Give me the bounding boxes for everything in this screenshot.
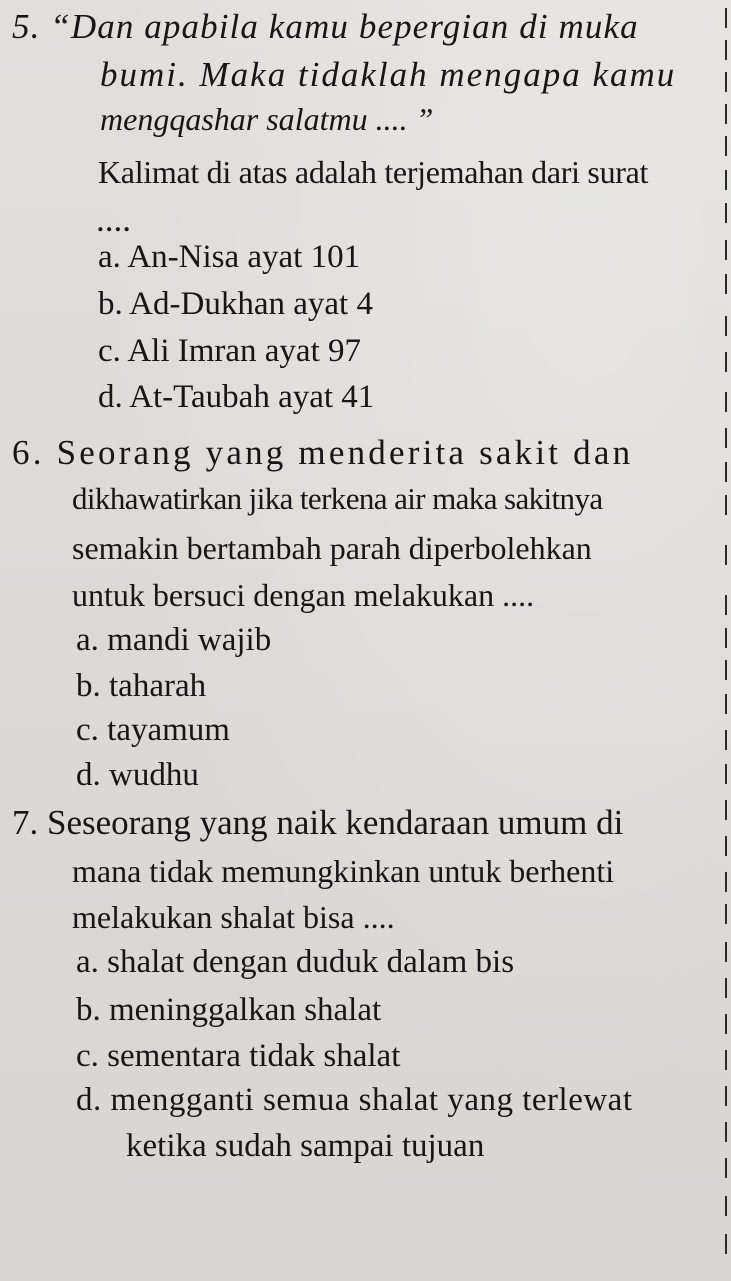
question-6-option-d: d. wudhu <box>76 757 199 793</box>
question-6-option-a: a. mandi wajib <box>76 622 272 658</box>
question-5-text-line-5: .... <box>96 200 131 239</box>
question-6-text-line-3: semakin bertambah parah diperbolehkan <box>72 530 592 566</box>
question-5-option-b: b. Ad-Dukhan ayat 4 <box>98 286 373 322</box>
question-7-option-a: a. shalat dengan duduk dalam bis <box>76 944 515 980</box>
question-7-option-b: b. meninggalkan shalat <box>76 992 382 1028</box>
question-5-text-line-3: mengqashar salatmu .... ” <box>100 101 434 137</box>
question-6-option-b: b. taharah <box>76 668 207 704</box>
question-5-text-line-2: bumi. Maka tidaklah mengapa kamu <box>100 55 677 94</box>
question-7-option-d: d. mengganti semua shalat yang terlewat <box>76 1082 633 1118</box>
question-5-text-line-1: 5. “Dan apabila kamu bepergian di muka <box>12 7 639 46</box>
question-7-text-line-2: mana tidak memungkinkan untuk berhenti <box>72 853 615 889</box>
question-7-option-c: c. sementara tidak shalat <box>76 1038 401 1074</box>
question-7-text-line-1: 7. Seseorang yang naik kendaraan umum di <box>12 803 624 842</box>
page-edge-marks <box>721 0 727 1281</box>
question-6-text-line-1: 6. Seorang yang menderita sakit dan <box>12 433 634 472</box>
question-7-option-d-continuation: ketika sudah sampai tujuan <box>126 1128 485 1164</box>
question-5-option-a: a. An-Nisa ayat 101 <box>98 239 361 275</box>
question-6-text-line-4: untuk bersuci dengan melakukan .... <box>72 577 535 613</box>
question-7-text-line-3: melakukan shalat bisa .... <box>72 899 395 935</box>
question-5-option-d: d. At-Taubah ayat 41 <box>98 379 375 415</box>
question-6-option-c: c. tayamum <box>76 712 230 748</box>
question-5-option-c: c. Ali Imran ayat 97 <box>98 333 362 369</box>
question-6-text-line-2: dikhawatirkan jika terkena air maka sakitnya <box>72 481 603 516</box>
question-5-text-line-4: Kalimat di atas adalah terjemahan dari surat <box>98 154 649 190</box>
